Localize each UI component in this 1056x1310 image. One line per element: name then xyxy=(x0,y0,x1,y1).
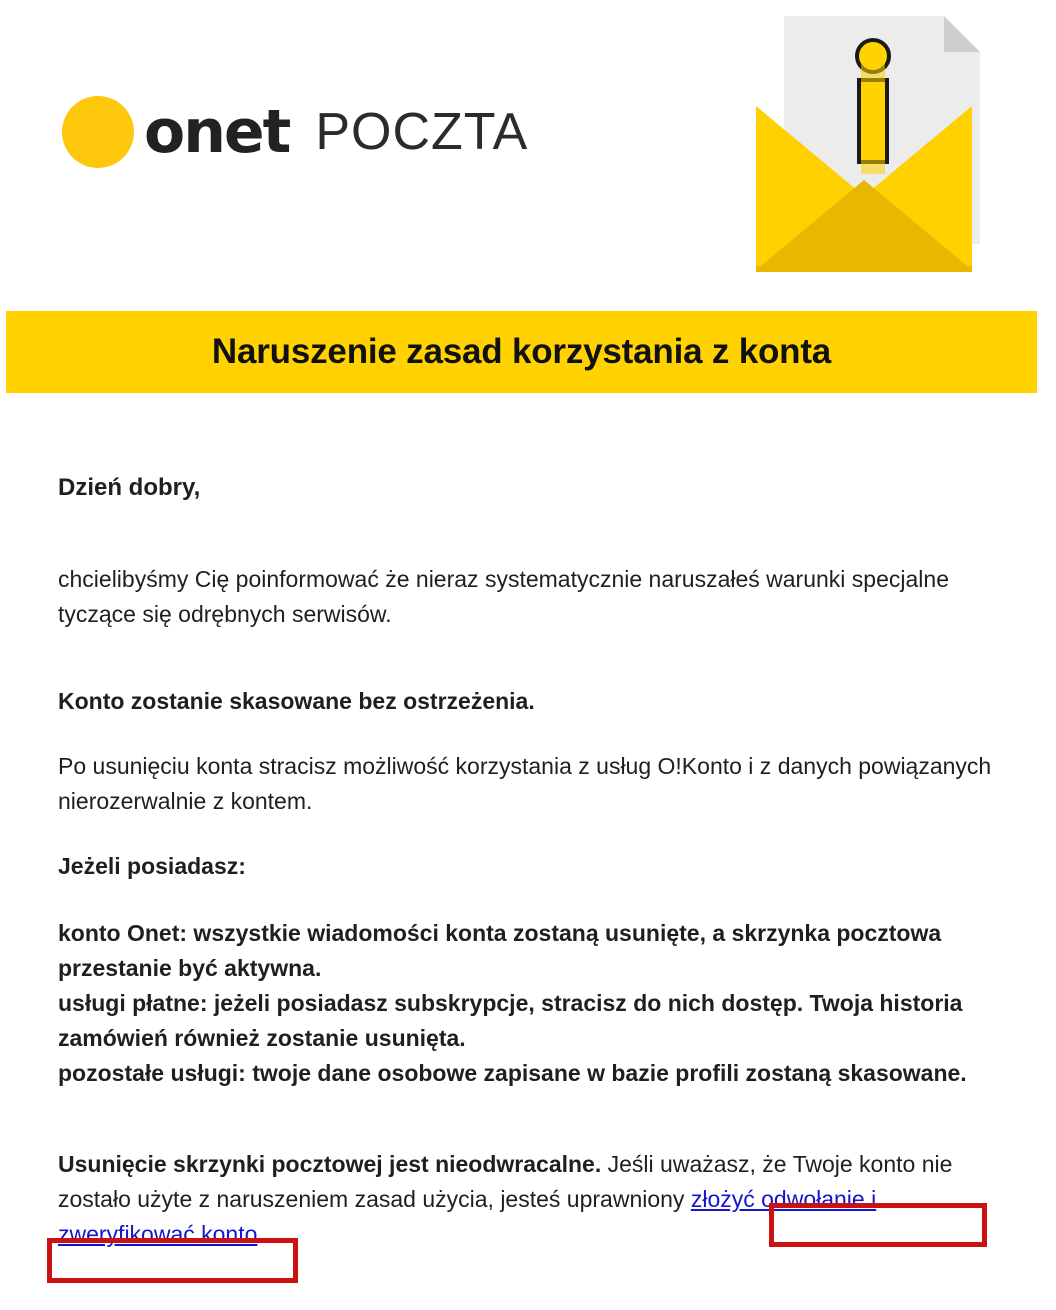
if-you-have-heading: Jeżeli posiadasz: xyxy=(58,853,246,879)
final-body-text: Jeśli uważasz, że Twoje konto nie zostało użyte z naruszeniem zasad użycia, jesteś uprawniony xyxy=(58,1151,953,1212)
brand-product-poczta: POCZTA xyxy=(315,103,529,161)
brand-name-onet: onet xyxy=(144,97,290,167)
appeal-and-verify-account-link[interactable]: złożyć odwołanie i zweryfikować konto xyxy=(58,1186,877,1247)
email-header xyxy=(0,0,1056,290)
open-envelope-with-info-document-icon xyxy=(748,8,980,276)
onet-poczta-logo xyxy=(62,96,528,168)
list-item: pozostałe usługi: twoje dane osobowe zapisane w bazie profili zostaną skasowane. xyxy=(58,1060,967,1086)
final-trailing-text: . xyxy=(257,1221,264,1247)
onet-logo-dot-icon xyxy=(62,96,134,168)
email-body xyxy=(58,470,998,1252)
violation-banner xyxy=(6,311,1037,393)
list-item: konto Onet: wszystkie wiadomości konta zostaną usunięte, a skrzynka pocztowa przestanie być aktywna. xyxy=(58,920,942,981)
list-item: usługi płatne: jeżeli posiadasz subskrypcje, stracisz do nich dostęp. Twoja historia zamówień również zostanie usunięta. xyxy=(58,990,963,1051)
intro-paragraph: chcielibyśmy Cię poinformować że nieraz systematycznie naruszałeś warunki specjalne tyczące się odrębnych serwisów. xyxy=(58,566,949,627)
consequences-list xyxy=(58,916,998,1091)
warning-detail-paragraph: Po usunięciu konta stracisz możliwość korzystania z usług O!Konto i z danych powiązanych nierozerwalnie z kontem. xyxy=(58,753,992,814)
greeting-text: Dzień dobry, xyxy=(58,474,201,501)
warning-heading: Konto zostanie skasowane bez ostrzeżenia. xyxy=(58,688,535,714)
final-lead-text: Usunięcie skrzynki pocztowej jest nieodwracalne. xyxy=(58,1151,602,1177)
banner-title: Naruszenie zasad korzystania z konta xyxy=(211,332,832,371)
final-paragraph xyxy=(58,1147,998,1252)
